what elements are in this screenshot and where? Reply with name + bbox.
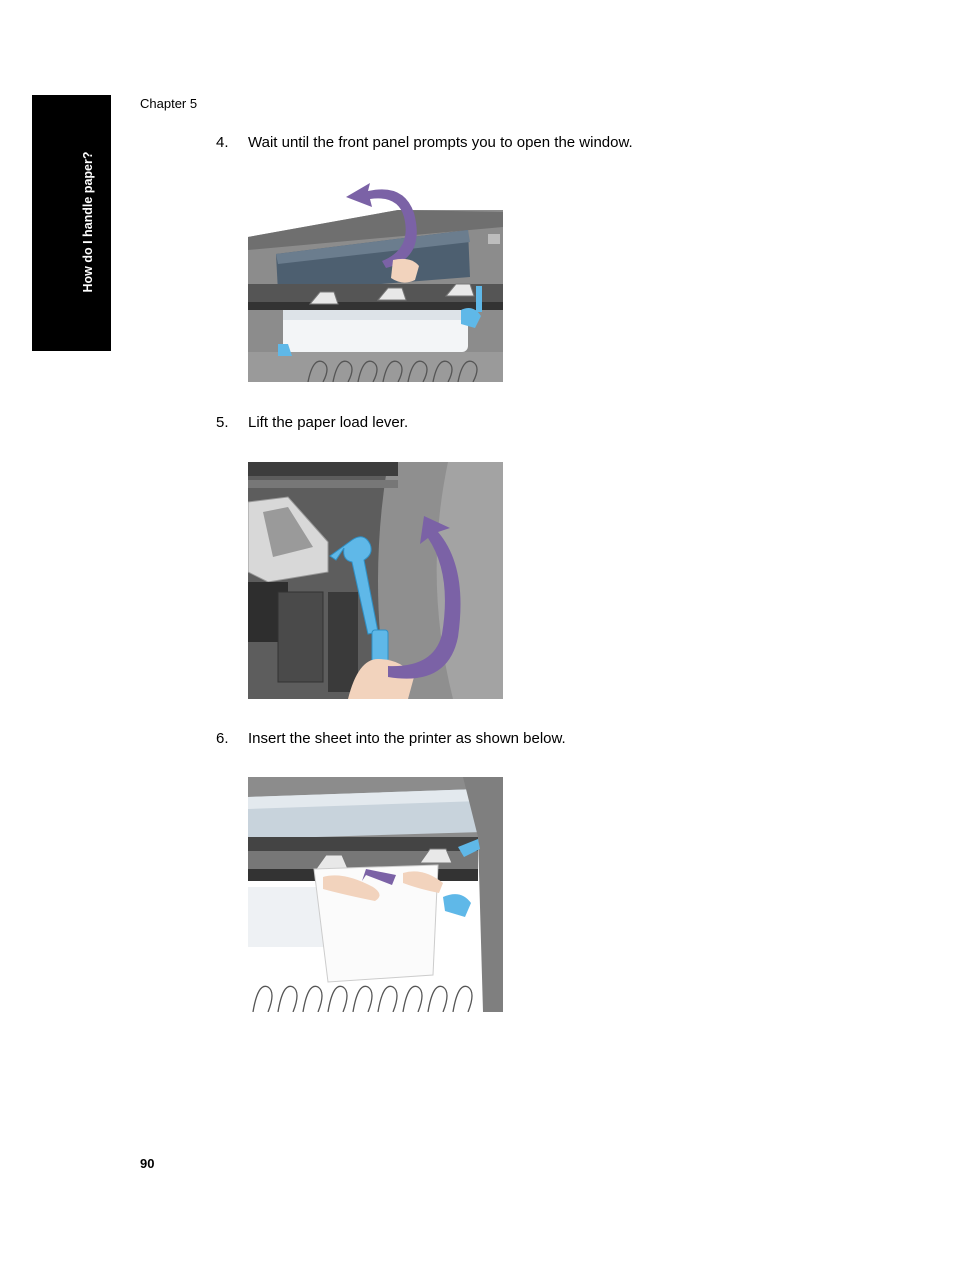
step-text: Wait until the front panel prompts you to open the window.	[248, 134, 633, 151]
step-number: 4.	[216, 134, 229, 151]
step-text: Lift the paper load lever.	[248, 414, 409, 431]
figure-open-window	[248, 182, 503, 382]
insert-sheet-illustration	[248, 777, 503, 1012]
chapter-header: Chapter 5	[140, 96, 198, 111]
side-tab	[32, 95, 111, 351]
paper-load-lever-illustration	[248, 462, 503, 699]
figure-lift-lever	[248, 462, 503, 699]
step-text: Insert the sheet into the printer as shown below.	[248, 730, 566, 747]
figure-insert-sheet	[248, 777, 503, 1012]
side-tab-label: How do I handle paper?	[81, 151, 95, 293]
printer-window-illustration	[248, 182, 503, 382]
step-number: 5.	[216, 414, 229, 431]
page-number: 90	[140, 1156, 155, 1171]
step-number: 6.	[216, 730, 229, 747]
